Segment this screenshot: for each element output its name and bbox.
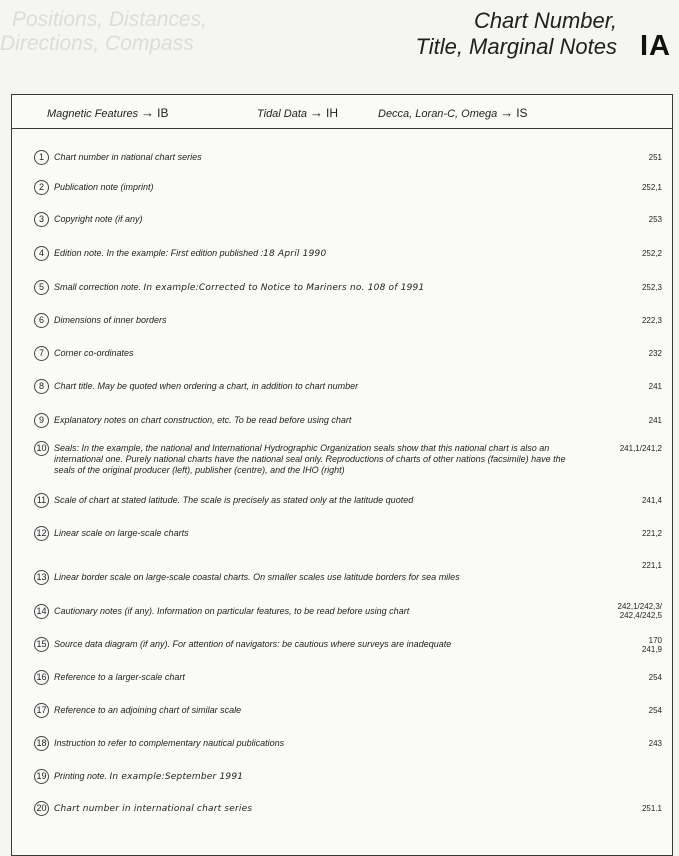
- item-text: [54, 803, 577, 815]
- item-reference-line: 170: [648, 636, 662, 645]
- item-reference: [592, 636, 662, 654]
- item-reference: [592, 316, 662, 325]
- item-reference: [592, 804, 662, 813]
- item-number: 13: [34, 570, 49, 585]
- item-number: 8: [34, 379, 49, 394]
- item-number: 4: [34, 246, 49, 261]
- item-number: 18: [34, 736, 49, 751]
- item-description: Dimensions of inner borders: [54, 315, 167, 325]
- item-example: 18 April 1990: [263, 249, 327, 259]
- ref-magnetic-features[interactable]: [47, 105, 168, 120]
- item-reference-line: 243: [648, 739, 662, 748]
- item-number: 11: [34, 493, 49, 508]
- item-text: [54, 214, 577, 226]
- item-description: Printing note.: [54, 771, 110, 781]
- item-text: [54, 348, 577, 360]
- item-text: [54, 282, 577, 294]
- item-description: Instruction to refer to complementary nautical publications: [54, 738, 285, 748]
- item-reference-line: 254: [648, 706, 662, 715]
- page-title-line1: Chart Number,: [473, 8, 617, 33]
- item-description: Reference to an adjoining chart of similar scale: [54, 705, 242, 715]
- item-reference-line: 221,1: [641, 561, 662, 570]
- item-number: 14: [34, 604, 49, 619]
- item-number: 12: [34, 526, 49, 541]
- item-reference-line: 241: [648, 382, 662, 391]
- item-reference-line: 241,1/241,2: [619, 444, 662, 453]
- item-reference-line: 253: [648, 215, 662, 224]
- ref-decca-loran-omega[interactable]: [378, 105, 528, 120]
- item-example: Chart number in international chart series: [54, 804, 253, 814]
- item-reference-line: 252,1: [641, 183, 662, 192]
- item-reference: [592, 249, 662, 258]
- item-reference: [592, 283, 662, 292]
- cross-reference-bar: [12, 95, 672, 129]
- item-number: 20: [34, 801, 49, 816]
- item-reference: [592, 706, 662, 715]
- item-text: [54, 572, 577, 584]
- item-example: In example:Corrected to Notice to Mariners no. 108 of 1991: [143, 283, 425, 293]
- item-text: [54, 248, 577, 260]
- item-text: [54, 639, 577, 651]
- item-reference: [592, 673, 662, 682]
- item-number: 2: [34, 180, 49, 195]
- item-number: 19: [34, 769, 49, 784]
- item-number: 7: [34, 346, 49, 361]
- item-text: [54, 528, 577, 540]
- item-text: [54, 315, 577, 327]
- arrow-right-icon: →: [500, 105, 514, 120]
- item-reference-line: 252,2: [641, 249, 662, 258]
- item-number: 1: [34, 150, 49, 165]
- item-description: Chart number in national chart series: [54, 152, 202, 162]
- item-reference-line: 241,4: [641, 496, 662, 505]
- item-reference: [592, 444, 662, 453]
- item-reference-line: 254: [648, 673, 662, 682]
- item-reference: [592, 561, 662, 570]
- item-description: Cautionary notes (if any). Information on particular features, to be read before using chart: [54, 606, 410, 616]
- ref-label: Magnetic Features: [47, 108, 139, 120]
- item-reference-line: 222,3: [641, 316, 662, 325]
- ghost-heading-line1: Positions, Distances,: [12, 8, 207, 31]
- item-reference: [592, 496, 662, 505]
- item-reference-line: 232: [648, 349, 662, 358]
- item-reference: [592, 739, 662, 748]
- item-number: 3: [34, 212, 49, 227]
- arrow-right-icon: →: [141, 105, 155, 120]
- item-text: [54, 495, 577, 507]
- item-text: [54, 738, 577, 750]
- page-title-line2: Title, Marginal Notes: [415, 34, 617, 59]
- item-description: Source data diagram (if any). For attention of navigators: be cautious where surveys are inadequate: [54, 639, 452, 649]
- item-reference-line: 242,1/242,3/: [617, 602, 662, 611]
- ref-tidal-data[interactable]: [257, 105, 338, 120]
- item-reference: [592, 349, 662, 358]
- item-number: 6: [34, 313, 49, 328]
- item-reference: [592, 529, 662, 538]
- item-text: [54, 152, 577, 164]
- section-code: IA: [640, 30, 671, 62]
- item-description: Edition note. In the example: First edition published :: [54, 248, 264, 258]
- item-reference-line: 242,4/242,5: [619, 611, 662, 620]
- item-number: 16: [34, 670, 49, 685]
- item-text: [54, 415, 577, 427]
- item-description: Linear border scale on large-scale coastal charts. On smaller scales use latitude borders for sea miles: [54, 572, 460, 582]
- item-description: Reference to a larger-scale chart: [54, 672, 185, 682]
- item-text: [54, 443, 577, 477]
- item-number: 15: [34, 637, 49, 652]
- page-title: [415, 8, 617, 60]
- item-number: 9: [34, 413, 49, 428]
- item-description: Small correction note.: [54, 282, 144, 292]
- item-text: [54, 771, 577, 783]
- ref-code: IH: [326, 106, 339, 120]
- item-number: 10: [34, 441, 49, 456]
- item-reference-line: 241,9: [641, 645, 662, 654]
- item-description: Seals: In the example, the national and International Hydrographic Organization seals show that this national chart is also an international one. Purely national charts have the national seal only. Reproductions of charts of other nations (facsimile) have the seals of the original producer (left), publisher (centre), and the IHO (right): [54, 443, 566, 475]
- item-number: 17: [34, 703, 49, 718]
- item-text: [54, 182, 577, 194]
- item-description: Corner co-ordinates: [54, 348, 134, 358]
- item-reference: [592, 215, 662, 224]
- item-reference-line: 241: [648, 416, 662, 425]
- item-reference: [592, 602, 662, 620]
- item-example: In example:September 1991: [109, 772, 244, 782]
- item-description: Publication note (imprint): [54, 182, 154, 192]
- item-reference: [592, 416, 662, 425]
- item-number: 5: [34, 280, 49, 295]
- item-reference-line: 251: [648, 153, 662, 162]
- item-reference-line: 252,3: [641, 283, 662, 292]
- item-description: Explanatory notes on chart construction, etc. To be read before using chart: [54, 415, 352, 425]
- item-text: [54, 672, 577, 684]
- item-text: [54, 705, 577, 717]
- item-description: Scale of chart at stated latitude. The scale is precisely as stated only at the latitude quoted: [54, 495, 414, 505]
- ref-label: Decca, Loran-C, Omega: [378, 108, 498, 120]
- ghost-heading: [0, 8, 207, 56]
- item-reference: [592, 153, 662, 162]
- item-description: Chart title. May be quoted when ordering a chart, in addition to chart number: [54, 381, 359, 391]
- ghost-heading-line2: Directions, Compass: [0, 32, 194, 55]
- item-description: Copyright note (if any): [54, 214, 143, 224]
- marginal-notes-panel: [11, 94, 673, 856]
- item-description: Linear scale on large-scale charts: [54, 528, 189, 538]
- item-reference-line: 251.1: [641, 804, 662, 813]
- item-text: [54, 381, 577, 393]
- ref-label: Tidal Data: [257, 108, 308, 120]
- ref-code: IS: [516, 106, 528, 120]
- item-text: [54, 606, 577, 618]
- ref-code: IB: [157, 106, 169, 120]
- arrow-right-icon: →: [310, 105, 324, 120]
- item-reference-line: 221,2: [641, 529, 662, 538]
- item-reference: [592, 382, 662, 391]
- item-reference: [592, 183, 662, 192]
